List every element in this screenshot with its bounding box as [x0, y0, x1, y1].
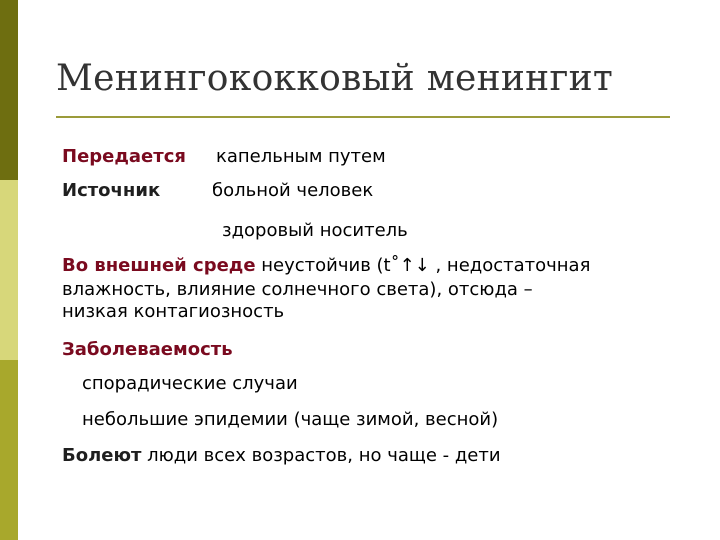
environment-text-1: неустойчив (t˚↑↓ , недостаточная: [255, 255, 591, 276]
source-value-2: здоровый носитель: [222, 220, 408, 241]
affected-row: [62, 445, 501, 467]
transmission-row: [62, 146, 186, 168]
environment-label: Во внешней среде: [62, 255, 256, 276]
morbidity-row: [62, 339, 233, 361]
affected-value: люди всех возрастов, но чаще - дети: [141, 445, 501, 466]
morbidity-item-2: небольшие эпидемии (чаще зимой, весной): [82, 409, 499, 430]
transmission-value: капельным путем: [216, 146, 386, 167]
source-row: [62, 180, 160, 202]
environment-line-1: [62, 255, 590, 277]
slide-title: Менингококковый менингит: [56, 58, 614, 99]
environment-line-2: влажность, влияние солнечного света), отсюда –: [62, 279, 533, 300]
side-stripe-top: [0, 0, 18, 180]
source-value-1: больной человек: [212, 180, 374, 201]
title-underline: [56, 116, 670, 118]
transmission-label: Передается: [62, 146, 186, 167]
side-stripe-bottom: [0, 360, 18, 540]
affected-label: Болеют: [62, 445, 142, 466]
environment-line-3: низкая контагиозность: [62, 301, 285, 322]
morbidity-item-1: спорадические случаи: [82, 373, 298, 394]
morbidity-label: Заболеваемость: [62, 339, 233, 360]
source-label: Источник: [62, 180, 161, 201]
side-stripe-middle: [0, 180, 18, 360]
